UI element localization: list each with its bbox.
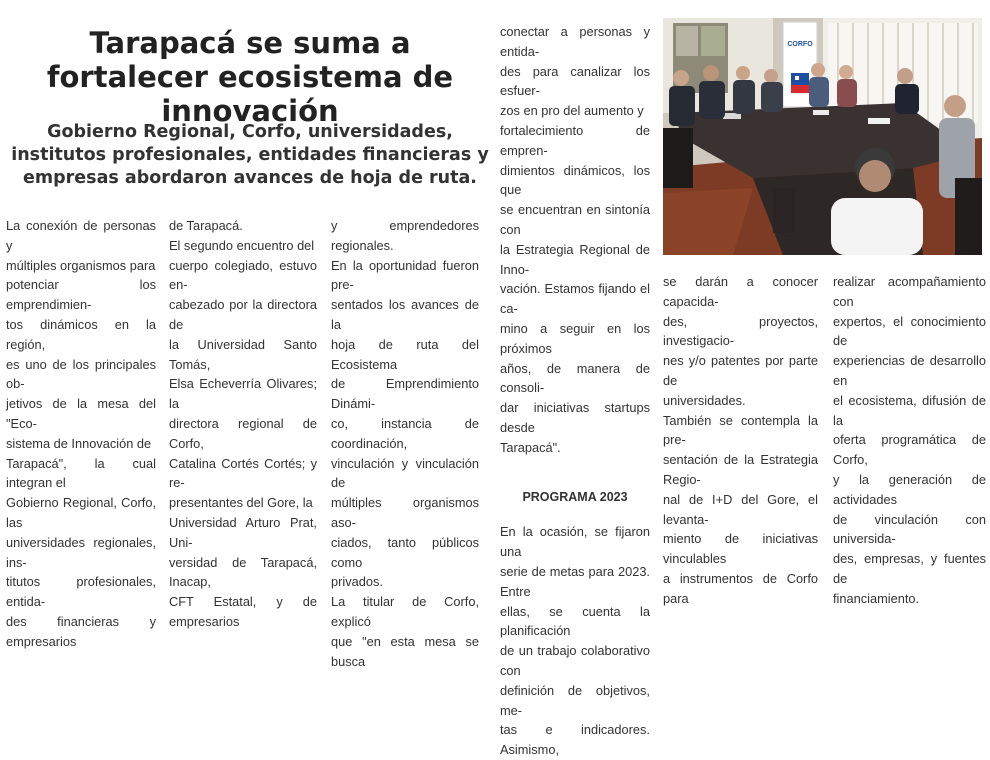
- meeting-photo-illustration: [663, 18, 982, 255]
- article-column-1: [6, 216, 156, 652]
- paragraph: En la ocasión, se fijaron una serie de metas para 2023. Entre ellas, se cuenta la planificación de un trabajo colaborativo con definición de objetivos, me- tas e indicadores. Asimismo,: [500, 524, 650, 758]
- article-column-5: [663, 272, 818, 609]
- article-column-3: [331, 216, 479, 671]
- corfo-banner-text: CORFO: [787, 41, 813, 48]
- article-column-2: [169, 216, 317, 632]
- article-column-4: [500, 22, 650, 760]
- paragraph: realizar acompañamiento con expertos, el conocimiento de experiencias de desarrollo en el ecosistema, difusión de la oferta programática de Corfo, y la generación de actividades de vinculación con universida- des, empresas, y fuentes de financiamiento.: [833, 274, 986, 606]
- meeting-photo: [663, 18, 982, 255]
- article-column-6: [833, 272, 986, 609]
- paragraph: La conexión de personas y múltiples organismos para potenciar los emprendimien- tos dinámicos en la región, es uno de los principales ob- jetivos de la mesa del "Eco- sistema de Innovación de Tarapacá", la cual integran el Gobierno Regional, Corfo, las universidades regionales, ins- titutos profesionales, entida- des financieras y empresarios: [6, 218, 156, 649]
- article-subtitle: Gobierno Regional, Corfo, universidades, institutos profesionales, entidades financieras y empresas abordaron avances de hoja de ruta.: [11, 122, 489, 188]
- paragraph: y emprendedores regionales. En la oportunidad fueron pre- sentados los avances de la hoja de ruta del Ecosistema de Emprendimiento Dinámi- co, instancia de coordinación, vinculación y vinculación de múltiples organismos aso- ciados, tanto públicos como privados. La titular de Corfo, explicó que "en esta mesa se busca: [331, 218, 479, 669]
- paragraph: conectar a personas y entida- des para canalizar los esfuer- zos en pro del aumento y fortalecimiento de empren- dimientos dinámicos, los que se encuentran en sintonía con la Estrategia Regional de Inno- vación. Estamos fijando el ca- mino a seguir en los próximos años, de manera de consoli- dar iniciativas startups desde Tarapacá".: [500, 24, 650, 455]
- paragraph: se darán a conocer capacida- des, proyectos, investigacio- nes y/o patentes por parte de universidades. También se contempla la pre- sentación de la Estrategia Regio- nal de I+D del Gore, el levanta- miento de iniciativas vinculables a instrumentos de Corfo para: [663, 274, 818, 606]
- article-title: Tarapacá se suma a fortalecer ecosistema de innovación: [46, 26, 454, 128]
- section-heading: PROGRAMA 2023: [522, 489, 628, 504]
- paragraph: de Tarapacá. El segundo encuentro del cuerpo colegiado, estuvo en- cabezado por la directora de la Universidad Santo Tomás, Elsa Echeverría Olivares; la directora regional de Corfo, Catalina Cortés Cortés; y re- presentantes del Gore, la Universidad Arturo Prat, Uni- versidad de Tarapacá, Inacap, CFT Estatal, y de empresarios: [169, 218, 317, 629]
